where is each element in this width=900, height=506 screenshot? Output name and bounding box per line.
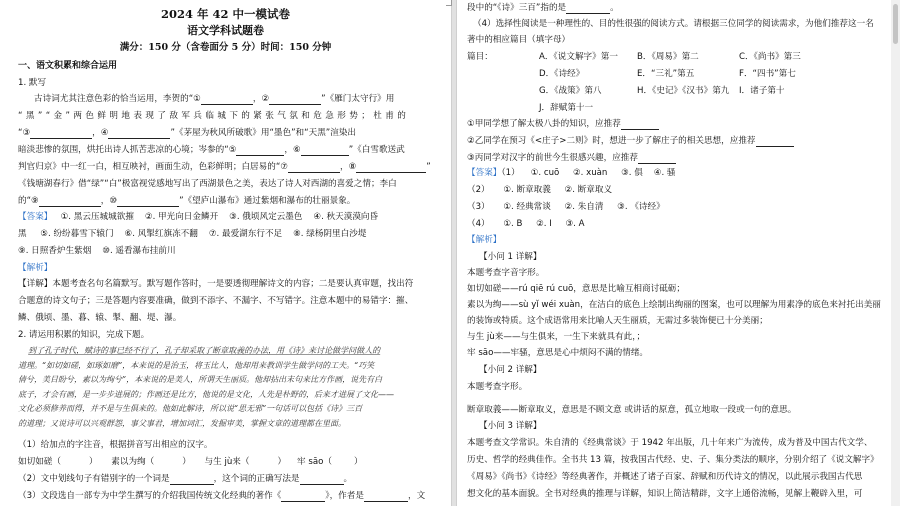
- excerpt-line: 文化必须修养而得，并不是与生俱来的。他如此解诗，所以说“思无邪”一句话可以包括《诗》三百: [18, 404, 363, 413]
- reader-need: ③丙同学对汉字的前世今生很感兴趣，应推荐: [467, 153, 676, 164]
- answer-row: 【答案】（1） ①. cuō ②. xuàn ③. 俱 ④. 骚: [467, 168, 676, 178]
- continued-line: 段中的“《诗》三百”指的是 。: [467, 3, 619, 13]
- exam-meta: 满分：150 分（含卷面分 5 分）时间：150 分钟: [119, 42, 332, 53]
- exam-title: 2024 年 42 中一模试卷: [160, 7, 291, 21]
- question-1-label: 1. 默写: [18, 78, 47, 88]
- analysis-tag: 【解析】: [467, 235, 502, 245]
- q1-line: 的“⑨ ，⑩ ”《望庐山瀑布》通过紫烟和瀑布的壮丽景象。: [18, 196, 356, 206]
- crop-mark: [446, 0, 452, 6]
- q1-line: 判官归京》中一红一白，相互映衬，画面生动，色彩鲜明；白居易的“⑦ ，⑧ ”: [18, 162, 431, 172]
- piece-option: E．“三礼”第五: [637, 69, 695, 79]
- explanation-line: 想文化的基本面貌。全书对经典的推理与详解，知识上简洁精辟，文字上通俗流畅，见解上鞭辟入里，可: [467, 489, 863, 499]
- question-4: （4）选择性阅读是一种理性的、目的性很强的阅读方式。请根据三位同学的阅读需求，为他们推荐这一名: [473, 19, 874, 29]
- vertical-scrollbar[interactable]: [891, 0, 900, 506]
- piece-option: F．“四书”第七: [739, 69, 796, 79]
- question-4-cont: 著中的相应篇目（填字母）: [467, 35, 571, 45]
- excerpt-line: 的道理；又说诗可以兴观群怨，事父事君，增加词汇，发掘审美，掌握文章的道理都在里面。: [18, 418, 346, 428]
- piece-option: C．《尚书》第三: [739, 52, 801, 62]
- piece-option: G．《战策》第八: [539, 86, 602, 96]
- excerpt-line: 倩兮，美目盼兮，素以为绚兮”，本来说的是美人，所谓天生丽质。他却拈出末句来比方作画，说先有白: [18, 375, 383, 384]
- sub-answer-heading: 【小问 3 详解】: [479, 421, 542, 431]
- answer-row: ⑨. 日照香炉生紫烟 ⑩. 遥看瀑布挂前川: [18, 246, 176, 256]
- q1-line: “③ ，④ ”《茅屋为秋风所破歌》用“墨色”和“天黑”渲染出: [18, 128, 357, 138]
- exam-subtitle: 语文学科试题卷: [187, 24, 264, 37]
- explanation-line: 《周易》《尚书》《诗经》等经典著作，并概述了诸子百家、辞赋和历代诗文的情况，以此展示我国古代思: [467, 472, 863, 482]
- answer-row: （4） ①. B ②. I ③. A: [467, 219, 585, 229]
- detail-line: 鳞、俄顷、墨、暮、辕、掣、翻、堤、瀑。: [18, 313, 182, 323]
- detail-line: 合题意的诗文句子；三是答题内容要准确，做到不添字、不漏字、不写错字。注意本题中的易错字：摧、: [18, 296, 414, 306]
- piece-option: B．《周易》第二: [637, 52, 699, 62]
- explanation-line: 牢 sāo——牢骚，意思是心中烦闷不满的情绪。: [467, 348, 649, 358]
- right-document-page[interactable]: [457, 0, 900, 506]
- explanation-line: 本题考查字形。: [467, 382, 528, 392]
- pieces-label: 篇目：: [467, 52, 493, 62]
- explanation-line: 素以为绚——sù yǐ wéi xuàn，在洁白的底色上绘制出绚丽的图案，也可以理解为用素净的底色来衬托出美丽: [467, 300, 881, 310]
- explanation-line: 本题考查字音字形。: [467, 268, 545, 278]
- analysis-tag: 【解析】: [18, 263, 53, 273]
- piece-option: I．诸子第十: [739, 86, 785, 96]
- explanation-line: 本题考查文学常识。朱自清的《经典常谈》于 1942 年出版，几十年来广为流传，成为普及中国古代文学、: [467, 438, 873, 448]
- question-2-label: 2. 请运用积累的知识，完成下题。: [18, 330, 150, 340]
- sub-answer-heading: 【小问 1 详解】: [479, 252, 542, 262]
- piece-option: J．辞赋第十一: [539, 103, 594, 113]
- explanation-line: 与生 jù来——与生俱来，一生下来就具有此，；: [467, 332, 646, 342]
- sub-question: （1）给加点的字注音，根据拼音写出相应的汉字。: [18, 440, 213, 450]
- reader-need: ②乙同学在预习《<庄子>二则》时，想进一步了解庄子的相关思想，应推荐: [467, 136, 794, 147]
- explanation-line: 如切如磋——rú qiē rú cuō，意思是比喻互相商讨砥砺；: [467, 284, 685, 294]
- explanation-line: 断章取義——断章取义，意思是不顾文意 或讲话的原意，孤立地取一段或一句的意思。: [467, 405, 797, 415]
- answer-row: 【答案】 ①. 黑云压城城欲摧 ②. 甲光向日金鳞开 ③. 俄顷风定云墨色 ④. 秋天漠漠向昏: [18, 212, 379, 222]
- piece-option: A．《说文解字》第一: [539, 52, 618, 62]
- answer-row: （3） ①. 经典常谈 ②. 朱自清 ③. 《诗经》: [467, 202, 665, 212]
- excerpt-line: 底子，才会有画，是一步步进展的；作画还是比方，他说的是文化，人先是朴野的，后来才进展了文化——: [18, 389, 394, 399]
- explanation-line: 的装饰或特质。这个成语常用来比喻人天生丽质，无需过多装饰便已十分美丽；: [467, 316, 768, 326]
- detail-line: 【详解】本题考查名句名篇默写。默写题作答时，一是要透彻理解诗文的内容；二是要认真审题，找出符: [18, 279, 414, 289]
- excerpt-line: 道理。“如切如磋，如琢如磨”，本来说的是治玉，将玉比人，他却用来教训学生做学问的工夫。“巧笑: [18, 360, 375, 370]
- quoted-excerpt: [18, 344, 422, 431]
- excerpt-line: 到了孔子时代，赋诗的事已经不行了，孔子却采取了断章取義的办法，用《诗》来讨论做学问做人的: [28, 346, 381, 355]
- sub-question: （3）文段选自一部专为中学生撰写的介绍我国传统文化经典的著作《 》，作者是 ，文: [18, 491, 426, 501]
- section-heading: 一、语文积累和综合运用: [18, 61, 118, 71]
- answer-row: （2） ①. 断章取義 ②. 断章取义: [467, 185, 613, 195]
- sub-question: （2）文中划线句子有错别字的一个词是 ，这个词的正确写法是 。: [18, 474, 353, 484]
- q1-line: 《钱塘湖春行》借“绿”“白”极富视觉感地写出了西湖景色之美，表达了诗人对西湖的喜爱之情；李白: [18, 179, 397, 189]
- q1-line: 暗淡悲惨的氛围，烘托出诗人抓苦悲凉的心境；岑参的“⑤ ，⑥ ”《白雪歌送武: [18, 145, 405, 155]
- pinyin-items: 如切如磋（ ） 素以为绚（ ） 与生 jù来（ ） 牢 sāo（ ）: [18, 457, 363, 467]
- q1-line: “黑”“金”两色鲜明地表现了敌军兵临城下的紧张气氛和危急形势；杜甫的: [18, 111, 410, 121]
- explanation-line: 历史、哲学的经典佳作。全书共 13 篇，按我国古代经、史、子、集分类法的顺序，分别介绍了《说文解字》: [467, 455, 879, 465]
- scrollbar-thumb[interactable]: [893, 4, 898, 44]
- answer-row: 黑 ⑤. 纷纷暮雪下辕门 ⑥. 风掣红旗冻不翻 ⑦. 最爱湖东行不足 ⑧. 绿杨阴里白沙堤: [18, 229, 367, 239]
- reader-need: ①甲同学想了解太极八卦的知识，应推荐: [467, 119, 659, 130]
- q1-line: 古诗词尤其注意色彩的恰当运用，李贺的“① ，② ”《雁门太守行》用: [34, 94, 395, 104]
- sub-answer-heading: 【小问 2 详解】: [479, 365, 542, 375]
- piece-option: H．《史记》《汉书》第九: [637, 86, 730, 96]
- piece-option: D．《诗经》: [539, 69, 585, 79]
